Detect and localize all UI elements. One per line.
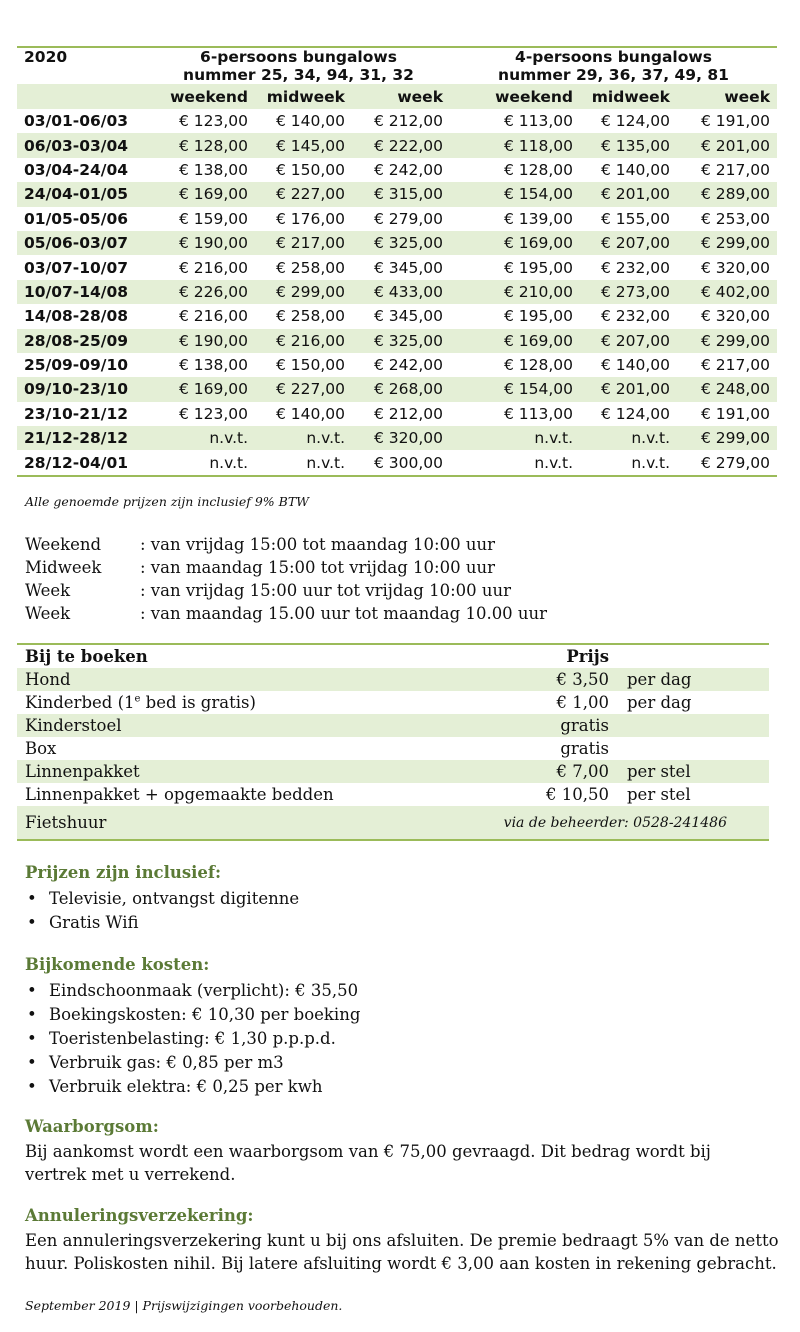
price-cell: € 433,00 (352, 280, 450, 304)
period-cell: 03/01-06/03 (24, 112, 129, 131)
period-cell: 09/10-23/10 (17, 377, 147, 401)
additional-costs-list (25, 979, 360, 1099)
price-cell: € 201,00 (580, 377, 677, 401)
bullet-icon: • (27, 1029, 37, 1048)
price-cell: € 227,00 (255, 377, 352, 401)
price-cell: € 402,00 (677, 280, 777, 304)
price-cell: € 113,00 (503, 404, 573, 423)
list-item-text: Verbruik gas: € 0,85 per m3 (49, 1053, 284, 1072)
price-cell: € 217,00 (700, 356, 770, 375)
included-list (25, 887, 299, 935)
price-cell: € 268,00 (352, 377, 450, 401)
extras-price: € 1,00 (556, 693, 609, 712)
extras-item: Hond (17, 668, 477, 691)
price-cell: € 299,00 (255, 280, 352, 304)
list-item (25, 1051, 360, 1075)
extras-header-row (17, 644, 769, 668)
group-6p-numbers: nummer 25, 34, 94, 31, 32 (183, 66, 414, 84)
insurance-line: huur. Poliskosten nihil. Bij latere afsluiting wordt € 3,00 aan kosten in rekening gebracht. (25, 1254, 777, 1273)
extras-table (17, 643, 769, 841)
bike-rental-contact: via de beheerder: 0528-241486 (477, 806, 769, 840)
price-row (17, 304, 777, 328)
price-cell: € 201,00 (580, 182, 677, 206)
deposit-title: Waarborgsom: (25, 1117, 159, 1136)
price-cell: € 191,00 (700, 112, 770, 131)
list-item-text: Televisie, ontvangst digitenne (49, 889, 300, 908)
price-cell: € 139,00 (503, 209, 573, 228)
extras-unit: per dag (627, 693, 692, 712)
column-header-empty (17, 84, 147, 109)
price-cell: € 154,00 (450, 182, 580, 206)
extras-row (17, 714, 769, 737)
period-definitions (25, 533, 547, 625)
price-cell: € 190,00 (147, 329, 255, 353)
extras-unit: per stel (627, 785, 691, 804)
list-item (25, 979, 360, 1003)
insurance-title: Annuleringsverzekering: (25, 1206, 254, 1225)
price-cell: € 212,00 (373, 404, 443, 423)
price-cell: € 226,00 (147, 280, 255, 304)
extras-item: Linnenpakket + opgemaakte bedden (25, 785, 334, 804)
price-cell: € 128,00 (147, 133, 255, 157)
price-cell: € 273,00 (580, 280, 677, 304)
price-cell: € 150,00 (275, 160, 345, 179)
price-cell: € 201,00 (677, 133, 777, 157)
additional-costs-title: Bijkomende kosten: (25, 955, 210, 974)
period-label: Week (25, 581, 71, 600)
period-cell: 10/07-14/08 (17, 280, 147, 304)
price-row (17, 133, 777, 157)
period-cell: 25/09-09/10 (24, 356, 129, 375)
footer-note: September 2019 | Prijswijzigingen voorbehouden. (25, 1298, 343, 1313)
extras-unit: per dag (617, 668, 769, 691)
list-item-text: Gratis Wifi (49, 913, 139, 932)
list-item (25, 1075, 360, 1099)
period-text: : van vrijdag 15:00 tot maandag 10:00 uur (140, 535, 495, 554)
price-cell: € 242,00 (373, 160, 443, 179)
insurance-text (25, 1229, 785, 1275)
bullet-icon: • (27, 913, 37, 932)
column-header: weekend (450, 84, 580, 109)
period-cell: 01/05-05/06 (24, 209, 129, 228)
extras-row (17, 783, 769, 806)
price-cell: € 300,00 (352, 450, 450, 475)
extras-header-item: Bij te boeken (17, 644, 477, 668)
list-item-text: Verbruik elektra: € 0,25 per kwh (49, 1077, 323, 1096)
column-header: midweek (580, 84, 677, 109)
extras-row (17, 737, 769, 760)
price-cell: € 195,00 (503, 258, 573, 277)
price-cell: € 242,00 (373, 356, 443, 375)
price-cell: € 128,00 (503, 356, 573, 375)
price-cell: € 140,00 (600, 160, 670, 179)
list-item-text: Eindschoonmaak (verplicht): € 35,50 (49, 981, 359, 1000)
extras-item: Box (25, 739, 57, 758)
price-cell: n.v.t. (580, 450, 677, 475)
price-cell: € 191,00 (700, 404, 770, 423)
price-cell: € 169,00 (450, 329, 580, 353)
price-cell: € 118,00 (450, 133, 580, 157)
price-cell: € 232,00 (600, 258, 670, 277)
column-header: midweek (255, 84, 352, 109)
price-cell: n.v.t. (255, 450, 352, 475)
extras-item: Kinderstoel (17, 714, 477, 737)
price-cell: € 210,00 (450, 280, 580, 304)
price-cell: € 299,00 (677, 231, 777, 255)
period-cell: 21/12-28/12 (17, 426, 147, 450)
included-title: Prijzen zijn inclusief: (25, 863, 222, 882)
period-cell: 03/04-24/04 (24, 160, 129, 179)
list-item-text: Boekingskosten: € 10,30 per boeking (49, 1005, 361, 1024)
price-cell: € 123,00 (178, 112, 248, 131)
list-item-text: Toeristenbelasting: € 1,30 p.p.p.d. (49, 1029, 336, 1048)
bullet-icon: • (27, 981, 37, 1000)
price-cell: € 253,00 (700, 209, 770, 228)
extras-header-price: Prijs (477, 644, 617, 668)
price-cell: € 190,00 (147, 231, 255, 255)
price-row (17, 426, 777, 450)
extras-row (17, 668, 769, 691)
price-row (17, 231, 777, 255)
period-row (25, 579, 547, 602)
group-4p-title: 4-persoons bungalows (515, 48, 712, 66)
price-cell: n.v.t. (450, 450, 580, 475)
bullet-icon: • (27, 1077, 37, 1096)
price-cell: € 150,00 (275, 356, 345, 375)
list-item (25, 911, 299, 935)
extras-unit (617, 714, 769, 737)
list-item (25, 1003, 360, 1027)
price-cell: € 113,00 (503, 112, 573, 131)
list-item (25, 887, 299, 911)
price-cell: € 138,00 (178, 160, 248, 179)
price-cell: € 135,00 (580, 133, 677, 157)
price-cell: € 320,00 (352, 426, 450, 450)
period-cell: 14/08-28/08 (24, 307, 129, 326)
price-cell: € 169,00 (147, 377, 255, 401)
price-cell: € 227,00 (255, 182, 352, 206)
period-label: Midweek (25, 558, 102, 577)
bullet-icon: • (27, 889, 37, 908)
year-label: 2020 (24, 48, 68, 66)
price-cell: n.v.t. (255, 426, 352, 450)
price-cell: € 176,00 (275, 209, 345, 228)
price-cell: € 320,00 (700, 258, 770, 277)
period-label: Week (25, 604, 71, 623)
price-cell: n.v.t. (147, 450, 255, 475)
price-cell: € 140,00 (600, 356, 670, 375)
period-text: : van maandag 15:00 tot vrijdag 10:00 uur (140, 558, 495, 577)
price-cell: € 325,00 (352, 329, 450, 353)
price-cell: € 217,00 (255, 231, 352, 255)
price-cell: € 207,00 (580, 329, 677, 353)
insurance-line: Een annuleringsverzekering kunt u bij ons afsluiten. De premie bedraagt 5% van de netto (25, 1231, 779, 1250)
price-cell: € 140,00 (275, 404, 345, 423)
price-cell: € 279,00 (373, 209, 443, 228)
price-cell: € 232,00 (600, 307, 670, 326)
extras-price: € 3,50 (477, 668, 617, 691)
price-cell: € 299,00 (677, 426, 777, 450)
price-cell: € 325,00 (352, 231, 450, 255)
extras-price: € 10,50 (546, 785, 609, 804)
price-cell: € 195,00 (503, 307, 573, 326)
extras-price: € 7,00 (477, 760, 617, 783)
extras-item-sup: e (134, 693, 141, 705)
bullet-icon: • (27, 1053, 37, 1072)
column-header: weekend (147, 84, 255, 109)
price-table (17, 46, 777, 477)
column-header-row (17, 84, 777, 109)
price-cell: € 124,00 (600, 112, 670, 131)
deposit-line: Bij aankomst wordt een waarborgsom van € 75,00 gevraagd. Dit bedrag wordt bij (25, 1142, 711, 1161)
group-4p-header (450, 48, 777, 84)
price-cell: € 279,00 (677, 450, 777, 475)
extras-item: Fietshuur (17, 806, 477, 840)
extras-unit (617, 737, 769, 760)
price-cell: € 145,00 (255, 133, 352, 157)
extras-price: gratis (477, 714, 617, 737)
price-row (17, 182, 777, 206)
price-cell: € 128,00 (503, 160, 573, 179)
period-cell: 05/06-03/07 (17, 231, 147, 255)
price-cell: € 320,00 (700, 307, 770, 326)
column-header: week (677, 84, 777, 109)
extras-row-bike (17, 806, 769, 840)
price-cell: € 217,00 (700, 160, 770, 179)
period-cell: 06/03-03/04 (17, 133, 147, 157)
price-cell: n.v.t. (450, 426, 580, 450)
price-cell: € 212,00 (373, 112, 443, 131)
price-cell: € 216,00 (255, 329, 352, 353)
extras-item: Linnenpakket (17, 760, 477, 783)
price-cell: € 289,00 (677, 182, 777, 206)
price-cell: € 216,00 (178, 307, 248, 326)
price-cell: € 222,00 (352, 133, 450, 157)
price-cell: € 216,00 (178, 258, 248, 277)
extras-header-unit (617, 644, 769, 668)
period-text: : van vrijdag 15:00 uur tot vrijdag 10:00 uur (140, 581, 512, 600)
list-item (25, 1027, 360, 1051)
price-cell: € 345,00 (373, 258, 443, 277)
group-6p-header (147, 48, 450, 84)
group-4p-numbers: nummer 29, 36, 37, 49, 81 (498, 66, 729, 84)
period-cell: 23/10-21/12 (24, 404, 129, 423)
price-row (17, 377, 777, 401)
extras-item-post: bed is gratis) (140, 693, 256, 712)
price-cell: € 258,00 (275, 258, 345, 277)
period-cell: 28/12-04/01 (17, 450, 147, 475)
price-cell: € 315,00 (352, 182, 450, 206)
price-row (17, 450, 777, 475)
period-cell: 28/08-25/09 (17, 329, 147, 353)
price-row (17, 255, 777, 279)
group-6p-title: 6-persoons bungalows (200, 48, 397, 66)
period-text: : van maandag 15.00 uur tot maandag 10.00 uur (140, 604, 548, 623)
price-row (17, 158, 777, 182)
column-header: week (352, 84, 450, 109)
price-row (17, 353, 777, 377)
period-row (25, 556, 547, 579)
extras-unit: per stel (617, 760, 769, 783)
price-cell: € 207,00 (580, 231, 677, 255)
price-row (17, 329, 777, 353)
price-cell: € 299,00 (677, 329, 777, 353)
price-row (17, 109, 777, 133)
price-cell: € 138,00 (178, 356, 248, 375)
extras-row (17, 691, 769, 714)
bullet-icon: • (27, 1005, 37, 1024)
vat-note: Alle genoemde prijzen zijn inclusief 9% BTW (25, 494, 310, 509)
price-row (17, 280, 777, 304)
period-row (25, 602, 547, 625)
extras-price: gratis (560, 739, 609, 758)
extras-item (17, 691, 477, 714)
price-cell: € 248,00 (677, 377, 777, 401)
price-cell: n.v.t. (580, 426, 677, 450)
price-row (17, 402, 777, 426)
price-cell: n.v.t. (147, 426, 255, 450)
price-cell: € 124,00 (600, 404, 670, 423)
price-cell: € 169,00 (147, 182, 255, 206)
price-cell: € 123,00 (178, 404, 248, 423)
deposit-line: vertrek met u verrekend. (25, 1165, 236, 1184)
price-row (17, 207, 777, 231)
price-cell: € 258,00 (275, 307, 345, 326)
period-cell: 03/07-10/07 (24, 258, 129, 277)
period-label: Weekend (25, 535, 102, 554)
price-cell: € 140,00 (275, 112, 345, 131)
extras-item-pre: Kinderbed (1 (25, 693, 135, 712)
price-cell: € 345,00 (373, 307, 443, 326)
price-cell: € 154,00 (450, 377, 580, 401)
extras-row (17, 760, 769, 783)
period-cell: 24/04-01/05 (17, 182, 147, 206)
deposit-text (25, 1140, 785, 1186)
period-row (25, 533, 547, 556)
price-cell: € 155,00 (600, 209, 670, 228)
price-cell: € 159,00 (178, 209, 248, 228)
price-cell: € 169,00 (450, 231, 580, 255)
